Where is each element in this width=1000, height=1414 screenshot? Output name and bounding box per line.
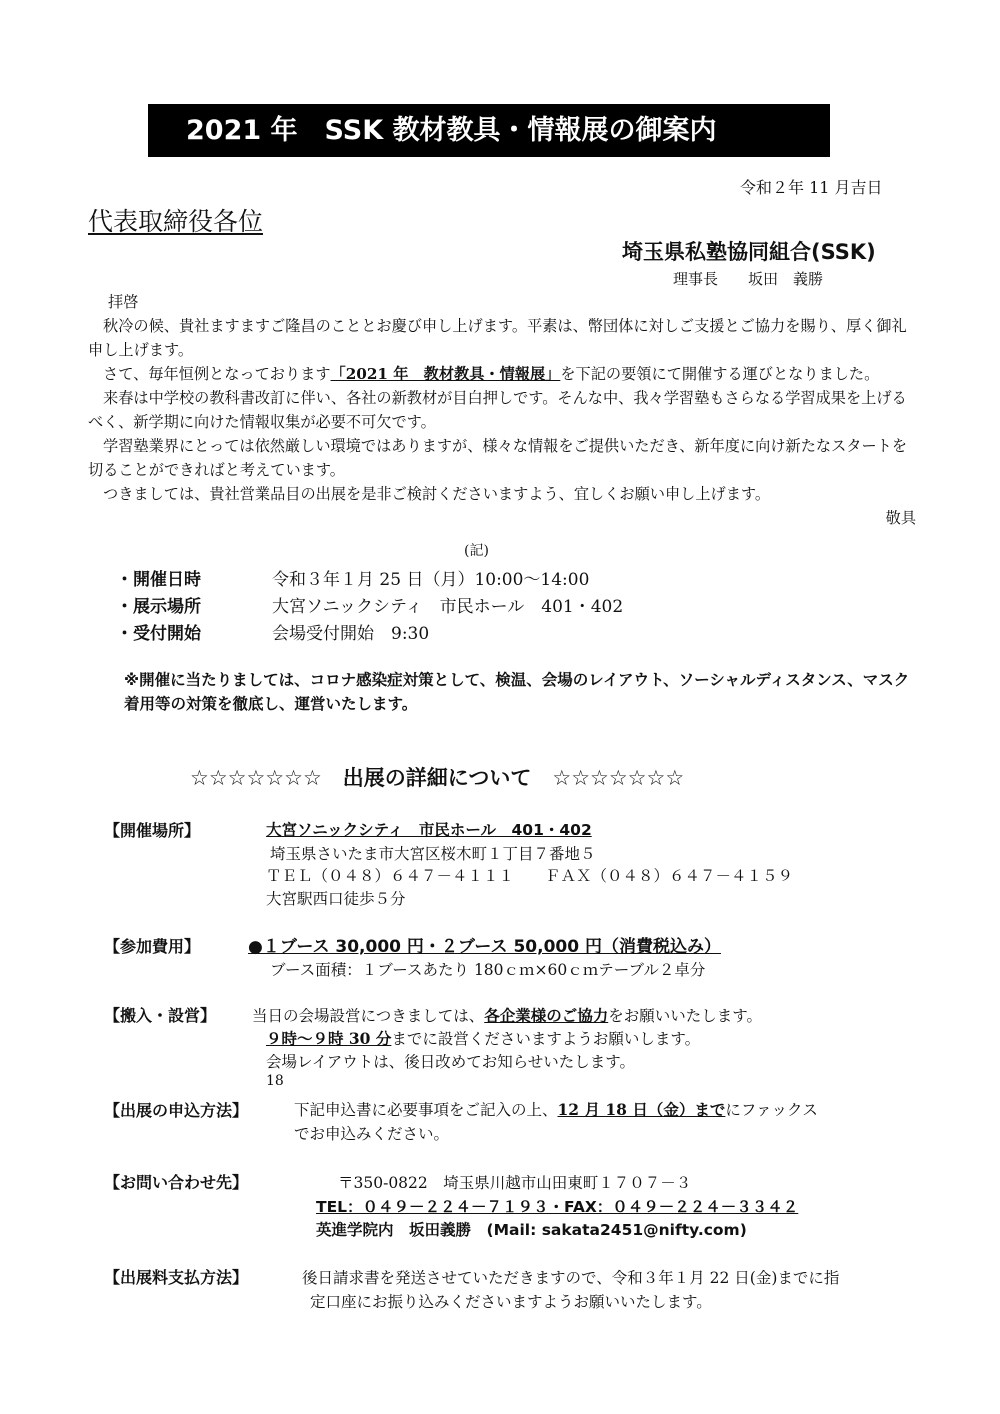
setup-line-1-post: をお願いいたします。: [608, 1007, 762, 1025]
organization-name: 埼玉県私塾協同組合(SSK): [622, 240, 876, 264]
paragraph-5: つきましては、貴社営業品目の出展を是非ご検討くださいますよう、宜しくお願い申し上げます。: [103, 485, 771, 503]
issue-date: 令和２年 11 月吉日: [740, 178, 883, 197]
setup-time-emphasis: ９時～９時 30 分: [266, 1029, 392, 1048]
paragraph-2-post: を下記の要領にて開催する運びとなりました。: [560, 365, 880, 383]
covid-note: ※開催に当たりましては、コロナ感染症対策として、検温、会場のレイアウト、ソーシャルディスタンス、マスク着用等の対策を徹底し、運営いたします。: [124, 671, 910, 713]
paragraph-3: 来春は中学校の教科書改訂に伴い、各社の新教材が目白押しです。そんな中、我々学習塾もさらなる学習成果を上げるべく、新学期に向けた情報収集が必要不可欠です。: [88, 389, 907, 431]
contact-person: 英進学院内 坂田義勝 (Mail: sakata2451@nifty.com): [316, 1221, 747, 1239]
setup-label: 【搬入・設営】: [104, 1006, 217, 1025]
summary-value: 令和３年１月 25 日（月）10:00～14:00: [272, 570, 590, 590]
setup-line-3: 会場レイアウトは、後日改めてお知らせいたします。: [266, 1053, 636, 1071]
apply-deadline-emphasis: 12 月 18 日（金）まで: [557, 1100, 726, 1119]
event-name-emphasis: 「2021 年 教材教具・情報展」: [330, 365, 561, 383]
payment-line-2: 定口座にお振り込みくださいますようお願いいたします。: [310, 1293, 712, 1311]
payment-line-1: 後日請求書を発送させていただきますので、令和３年１月 22 日(金)までに指: [302, 1269, 840, 1287]
summary-value: 大宮ソニックシティ 市民ホール 401・402: [272, 597, 624, 617]
setup-line-2: [266, 1027, 700, 1049]
setup-line-1-emphasis: 各企業様のご協力: [484, 1006, 609, 1025]
venue-access: 大宮駅西口徒歩５分: [266, 890, 406, 908]
greeting: 拝啓: [108, 293, 139, 311]
ki-marker: (記): [464, 543, 489, 559]
addressee: 代表取締役各位: [88, 207, 264, 236]
apply-line-1-pre: 下記申込書に必要事項をご記入の上、: [294, 1101, 558, 1119]
venue-tel-fax: ＴＥＬ（０４８）６４７－４１１１ ＦＡＸ（０４８）６４７－４１５９: [266, 867, 794, 885]
paragraph-2: [88, 362, 916, 386]
venue-name: 大宮ソニックシティ 市民ホール 401・402: [266, 821, 592, 839]
fee-detail: ブース面積：１ブースあたり 180ｃｍ×60ｃｍテーブル２卓分: [270, 961, 706, 979]
document-title: 2021 年 SSK 教材教具・情報展の御案内: [148, 104, 830, 157]
contact-label: 【お問い合わせ先】: [104, 1173, 249, 1192]
apply-line-1-post: にファックス: [725, 1101, 818, 1119]
apply-line-1: [294, 1098, 818, 1120]
payment-label: 【出展料支払方法】: [104, 1268, 249, 1287]
fee-main: ●１ブース 30,000 円・２ブース 50,000 円（消費税込み）: [248, 937, 721, 957]
summary-label: ・開催日時: [116, 570, 201, 590]
paragraph-4: 学習塾業界にとっては依然厳しい環境ではありますが、様々な情報をご提供いただき、新年度に向け新たなスタートを切ることができればと考えています。: [88, 437, 908, 479]
section-title: ☆☆☆☆☆☆☆ 出展の詳細について ☆☆☆☆☆☆☆: [190, 766, 685, 790]
summary-label: ・展示場所: [116, 597, 201, 617]
contact-address: 〒350-0822 埼玉県川越市山田東町１７０７－３: [338, 1174, 692, 1192]
summary-row-venue: [116, 592, 623, 617]
chairman-name: 理事長 坂田 義勝: [673, 270, 824, 288]
closing: 敬具: [885, 509, 916, 527]
summary-row-datetime: [116, 565, 589, 590]
setup-line-1: [252, 1004, 762, 1026]
venue-label: 【開催場所】: [104, 821, 201, 840]
apply-label: 【出展の申込方法】: [104, 1101, 249, 1120]
paragraph-1: 秋冷の候、貴社ますますご隆昌のこととお慶び申し上げます。平素は、幣団体に対しご支援とご協力を賜り、厚く御礼申し上げます。: [88, 317, 907, 359]
summary-value: 会場受付開始 9:30: [272, 624, 430, 644]
contact-tel-fax: TEL：０４９－２２４－７１９３・FAX：０４９－２２４－３３４２: [316, 1198, 799, 1216]
setup-line-1-pre: 当日の会場設営につきましては、: [252, 1007, 485, 1025]
setup-line-2-post: までに設営くださいますようお願いします。: [391, 1030, 701, 1048]
paragraph-2-pre: さて、毎年恒例となっております: [103, 365, 331, 383]
letter-body: [88, 290, 916, 530]
fee-label: 【参加費用】: [104, 937, 201, 956]
apply-line-2: でお申込みください。: [294, 1125, 450, 1143]
setup-line-4: 18: [266, 1073, 284, 1089]
summary-row-reception: [116, 619, 429, 644]
venue-address: 埼玉県さいたま市大宮区桜木町１丁目７番地５: [270, 845, 596, 863]
summary-label: ・受付開始: [116, 624, 201, 644]
